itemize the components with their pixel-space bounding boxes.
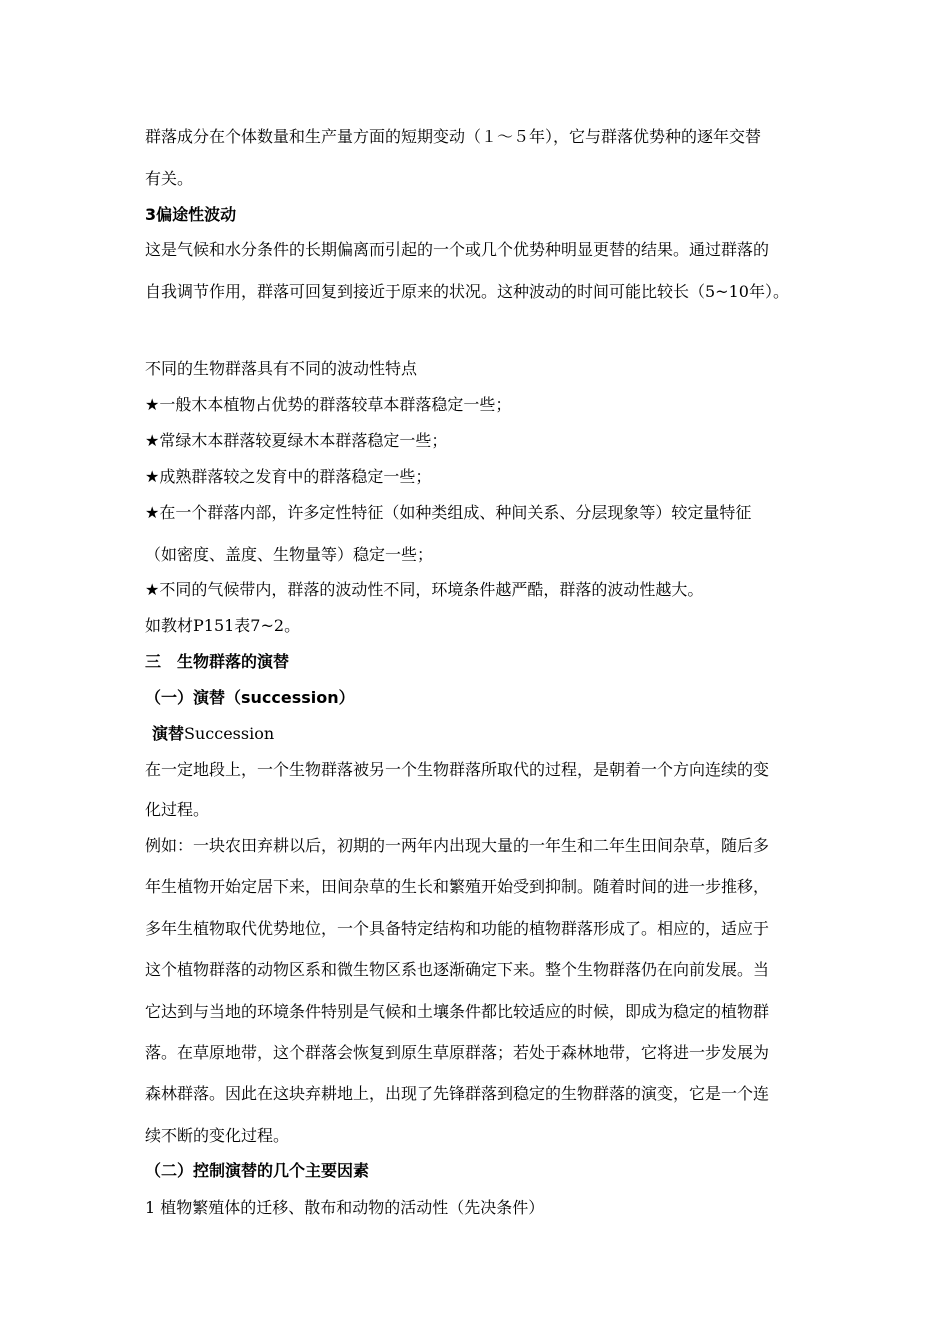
paragraph-line: 这个植物群落的动物区系和微生物区系也逐渐确定下来。整个生物群落仍在向前发展。当 [145,960,770,979]
paragraph-line: 自我调节作用，群落可回复到接近于原来的状况。这种波动的时间可能比较长（5~10年）。 [145,282,789,301]
star-icon: ★ [145,467,160,486]
features-intro: 不同的生物群落具有不同的波动性特点 [145,359,418,378]
factor-item: 1 植物繁殖体的迁移、散布和动物的活动性（先决条件） [145,1198,545,1217]
feature-item [145,431,447,451]
subsection-heading: （一）演替（succession） [145,688,355,707]
section-heading: 三 生物群落的演替 [145,652,290,671]
feature-text: 常绿木本群落较夏绿木本群落稳定一些； [159,431,448,450]
paragraph-line: 有关。 [145,169,194,188]
term-english: Succession [184,724,275,743]
feature-item-continuation: （如密度、盖度、生物量等）稳定一些； [145,545,434,564]
paragraph-line: 它达到与当地的环境条件特别是气候和土壤条件都比较适应的时候，即成为稳定的植物群 [145,1002,770,1021]
paragraph-line: 落。在草原地带，这个群落会恢复到原生草原群落；若处于森林地带，它将进一步发展为 [145,1043,770,1062]
paragraph-line: 化过程。 [145,800,210,819]
paragraph-line: 群落成分在个体数量和生产量方面的短期变动（１～５年），它与群落优势种的逐年交替 [145,127,762,146]
paragraph-line: 多年生植物取代优势地位，一个具备特定结构和功能的植物群落形成了。相应的，适应于 [145,919,770,938]
paragraph-line: 例如：一块农田弃耕以后，初期的一两年内出现大量的一年生和二年生田间杂草，随后多 [145,836,770,855]
star-icon: ★ [145,395,160,414]
feature-text: 成熟群落较之发育中的群落稳定一些； [159,467,432,486]
star-icon: ★ [145,580,160,599]
paragraph-line: 年生植物开始定居下来，田间杂草的生长和繁殖开始受到抑制。随着时间的进一步推移， [145,877,770,896]
paragraph-line: 续不断的变化过程。 [145,1126,290,1145]
subsection-heading: （二）控制演替的几个主要因素 [145,1161,370,1180]
feature-item [145,503,751,523]
term-line [152,724,274,744]
textbook-reference: 如教材P151表7~2。 [145,616,301,635]
feature-text: 不同的气候带内，群落的波动性不同，环境条件越严酷，群落的波动性越大。 [159,580,704,599]
paragraph-line: 森林群落。因此在这块弃耕地上，出现了先锋群落到稳定的生物群落的演变，它是一个连 [145,1084,770,1103]
feature-text: 在一个群落内部，许多定性特征（如种类组成、种间关系、分层现象等）较定量特征 [159,503,752,522]
paragraph-line: 在一定地段上，一个生物群落被另一个生物群落所取代的过程，是朝着一个方向连续的变 [145,760,770,779]
feature-text: 一般木本植物占优势的群落较草本群落稳定一些； [159,395,512,414]
feature-item [145,580,703,600]
term-chinese: 演替 [152,724,185,743]
star-icon: ★ [145,503,160,522]
star-icon: ★ [145,431,160,450]
paragraph-line: 这是气候和水分条件的长期偏离而引起的一个或几个优势种明显更替的结果。通过群落的 [145,240,770,259]
feature-item [145,395,511,415]
feature-item [145,467,431,487]
section-heading: 3偏途性波动 [145,205,237,224]
